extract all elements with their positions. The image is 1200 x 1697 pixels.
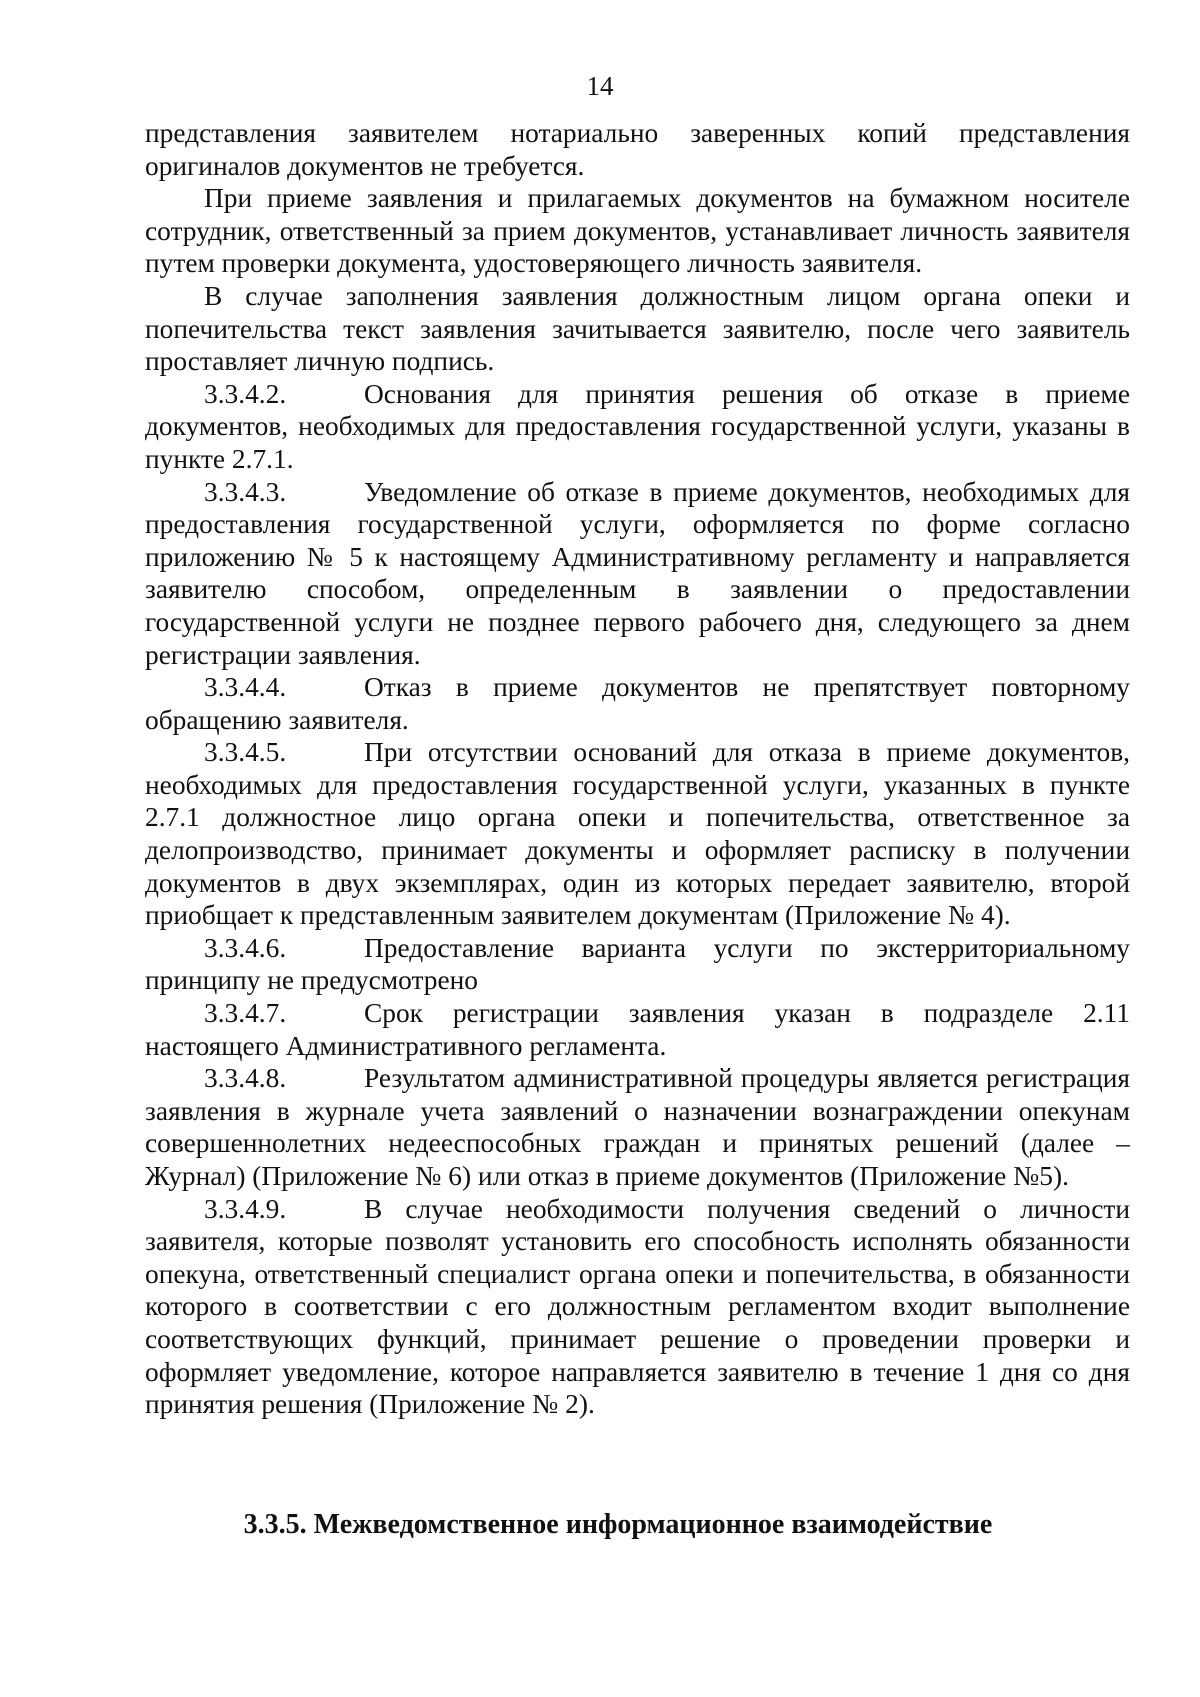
paragraph [145,182,1130,280]
paragraph-text: В случае необходимости получения сведений о личности заявителя, которые позволят установить его способность исполнять обязанности опекуна, ответственный специалист органа опеки и попечительства, в обязанности которого в соответствии с его должностным регламентом входит выполнение соответствующих функций, принимает решение о проведении проверки и оформляет уведомление, которое направляется заявителю в течение 1 дня со дня принятия решения (Приложение № 2). [145,1193,1130,1420]
paragraph-text: Предоставление варианта услуги по экстерриториальному принципу не предусмотрено [145,932,1130,996]
paragraph-text: Срок регистрации заявления указан в подразделе 2.11 настоящего Административного регламента. [145,998,1130,1061]
clause-number: 3.3.4.3. [204,476,287,507]
clause-3-3-4-4 [145,671,1130,736]
clause-number: 3.3.4.5. [204,737,287,768]
paragraph-text: Отказ в приеме документов не препятствует повторному обращению заявителя. [145,672,1130,735]
section-heading: 3.3.5. Межведомственное информационное взаимодействие [243,1509,993,1540]
paragraph-text: Основания для принятия решения об отказе в приеме документов, необходимых для предоставления государственной услуги, указаны в пункте 2.7.1. [145,378,1130,474]
page-number: 14 [586,71,614,101]
paragraph-text: Уведомление об отказе в приеме документов, необходимых для предоставления государственной услуги, оформляется по форме согласно приложению № 5 к настоящему Административному регламенту и направляется заявителю способом, определенным в заявлении о предоставлении государственной услуги не позднее первого рабочего дня, следующего за днем регистрации заявления. [145,476,1130,670]
paragraph-text: Результатом административной процедуры является регистрация заявления в журнале учета заявлений о назначении вознаграждении опекунам совершеннолетних недееспособных граждан и принятых решений (далее – Журнал) (Приложение № 6) или отказ в приеме документов (Приложение №5). [145,1063,1130,1191]
paragraph [145,280,1130,378]
clause-3-3-4-8 [145,1062,1130,1192]
paragraph-text: При приеме заявления и прилагаемых документов на бумажном носителе сотрудник, ответственный за прием документов, устанавливает личность заявителя путем проверки документа, удостоверяющего личность заявителя. [145,183,1130,279]
paragraph [145,117,1130,182]
clause-number: 3.3.4.4. [204,672,287,703]
clause-3-3-4-5 [145,736,1130,932]
clause-number: 3.3.4.6. [204,932,287,963]
paragraph-text: При отсутствии оснований для отказа в приеме документов, необходимых для предоставления государственной услуги, указанных в пункте 2.7.1 должностное лицо органа опеки и попечительства, ответственное за делопроизводство, принимает документы и оформляет расписку в получении документов в двух экземплярах, один из которых передает заявителю, второй приобщает к представленным заявителем документам (Приложение № 4). [145,737,1130,931]
paragraph-text: В случае заполнения заявления должностным лицом органа опеки и попечительства текст заявления зачитывается заявителю, после чего заявитель проставляет личную подпись. [145,280,1130,377]
clause-number: 3.3.4.7. [204,998,287,1029]
clause-3-3-4-9 [145,1193,1130,1421]
clause-number: 3.3.4.8. [204,1063,287,1094]
paragraph-text: представления заявителем нотариально заверенных копий представления оригиналов документов не требуется. [145,118,1130,181]
clause-3-3-4-7 [145,997,1130,1062]
clause-3-3-4-3 [145,476,1130,672]
clause-number: 3.3.4.2. [204,378,287,409]
clause-number: 3.3.4.9. [204,1193,287,1224]
clause-3-3-4-6 [145,932,1130,997]
document-body [145,117,1130,1421]
clause-3-3-4-2 [145,378,1130,476]
